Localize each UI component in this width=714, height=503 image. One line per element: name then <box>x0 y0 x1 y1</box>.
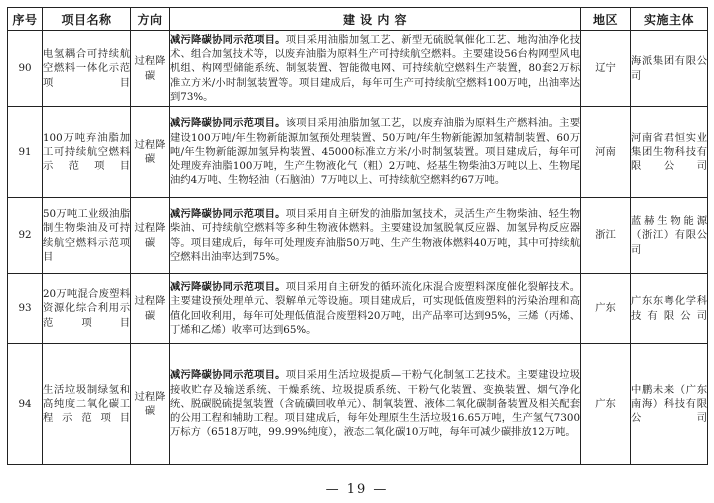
project-content <box>170 274 581 344</box>
content-title: 减污降碳协同示范项目。 <box>170 207 286 220</box>
row-number: 91 <box>8 107 43 198</box>
project-content <box>170 31 581 107</box>
table-row <box>8 31 708 107</box>
row-number: 92 <box>8 198 43 274</box>
content-title: 减污降碳协同示范项目。 <box>170 280 286 293</box>
content-title: 减污降碳协同示范项目。 <box>170 33 286 46</box>
content-body: 项目采用自主研发的油脂加氢技术，灵活生产生物柴油、轻生物柴油、可持续航空燃料等多种生物液体燃料。主要建设加氢脱氧反应器、加氢异构反应器等。项目建成后，每年可处理废弃油脂50万吨、生产生物液体燃料40万吨，其中可持续航空燃料出油率达到75%。 <box>170 207 580 263</box>
project-entity: 河南省君恒实业集团生物科技有限公司 <box>631 107 708 198</box>
project-direction: 过程降碳 <box>131 198 170 274</box>
table-row <box>8 198 708 274</box>
header-name: 项目名称 <box>43 8 131 31</box>
project-content <box>170 107 581 198</box>
content-body: 项目采用自主研发的循环流化床混合废塑料深度催化裂解技术。主要建设预处理单元、裂解单元等设施。项目建成后，可实现低值废塑料的污染治理和高值化回收利用，每年可处理低值混合废塑料20万吨，出产品率可达到95%，三烯（丙烯、丁烯和乙烯）收率可达到65%。 <box>170 280 580 336</box>
project-entity: 广东东粤化学科技有限公司 <box>631 274 708 344</box>
project-region: 河南 <box>581 107 631 198</box>
table-row <box>8 274 708 344</box>
projects-table <box>7 7 708 465</box>
project-region: 浙江 <box>581 198 631 274</box>
project-name: 电氢耦合可持续航空燃料一体化示范项目 <box>43 31 131 107</box>
header-entity: 实施主体 <box>631 8 708 31</box>
project-name: 20万吨混合废塑料资源化综合利用示范项目 <box>43 274 131 344</box>
table-row <box>8 107 708 198</box>
table-row <box>8 344 708 465</box>
header-region: 地区 <box>581 8 631 31</box>
project-direction: 过程降碳 <box>131 107 170 198</box>
content-title: 减污降碳协同示范项目。 <box>170 369 286 382</box>
header-content: 建 设 内 容 <box>170 8 581 31</box>
project-entity: 蓝赫生物能源（浙江）有限公司 <box>631 198 708 274</box>
project-name: 生活垃圾制绿氢和高纯度二氧化碳工程示范项目 <box>43 344 131 465</box>
project-direction: 过程降碳 <box>131 31 170 107</box>
row-number: 94 <box>8 344 43 465</box>
row-number: 90 <box>8 31 43 107</box>
project-direction: 过程降碳 <box>131 344 170 465</box>
header-no: 序号 <box>8 8 43 31</box>
content-body: 该项目采用油脂加氢工艺，以废弃油脂为原料生产燃料油。主要建设100万吨/年生物新能源加氢预处理装置、50万吨/年生物新能源加氢精制装置、60万吨/年生物新能源加氢异构装置、45000标准立方米/小时制氢装置。项目建成后，每年可处理废弃油脂100万吨，生产生物液化气（粗）2万吨、烃基生物柴油3万吨以上、生物尾油约4万吨、生物轻油（石脑油）7万吨以上、可持续航空燃料约67万吨。 <box>170 117 580 187</box>
project-name: 50万吨工业级油脂制生物柴油及可持续航空燃料示范项目 <box>43 198 131 274</box>
content-body: 项目采用油脂加氢工艺、新型无硫脱氧催化工艺、地沟油净化技术、组合加氢技术等，以废弃油脂为原料生产可持续航空燃料。主要建设56台构网型风电机组、构网型储能系统、制氢装置、智能微电网、可持续航空燃料生产装置，80套2万标准立方米/小时制氢装置等。项目建成后，每年可生产可持续航空燃料100万吨，出油率达到73%。 <box>170 33 580 103</box>
project-content <box>170 198 581 274</box>
header-direction: 方向 <box>131 8 170 31</box>
project-region: 辽宁 <box>581 31 631 107</box>
project-entity: 海派集团有限公司 <box>631 31 708 107</box>
project-entity: 中鹏未来（广东南海）科技有限公司 <box>631 344 708 465</box>
content-title: 减污降碳协同示范项目。 <box>170 117 286 130</box>
table-header-row <box>8 8 708 31</box>
project-region: 广东 <box>581 274 631 344</box>
project-content <box>170 344 581 465</box>
page-number: — 19 — <box>325 482 389 497</box>
content-body: 项目采用生活垃圾提质—干粉气化制氢工艺技术。主要建设垃圾接收贮存及输送系统、干燥系统、垃圾提质系统、干粉气化装置、变换装置、烟气净化统、脱碳脱硫提氢装置（含硫磺回收单元）、制氧装置、液体二氧化碳制备装置及相关配套的公用工程和辅助工程。项目建成后，每年处理原生生活垃圾16.65万吨，生产氢气7300万标方（6518万吨，99.99%纯度），液态二氧化碳10万吨，每年可减少碳排放12万吨。 <box>170 369 580 439</box>
project-name: 100万吨弃油脂加工可持续航空燃料示范项目 <box>43 107 131 198</box>
row-number: 93 <box>8 274 43 344</box>
project-region: 广东 <box>581 344 631 465</box>
project-direction: 过程降碳 <box>131 274 170 344</box>
